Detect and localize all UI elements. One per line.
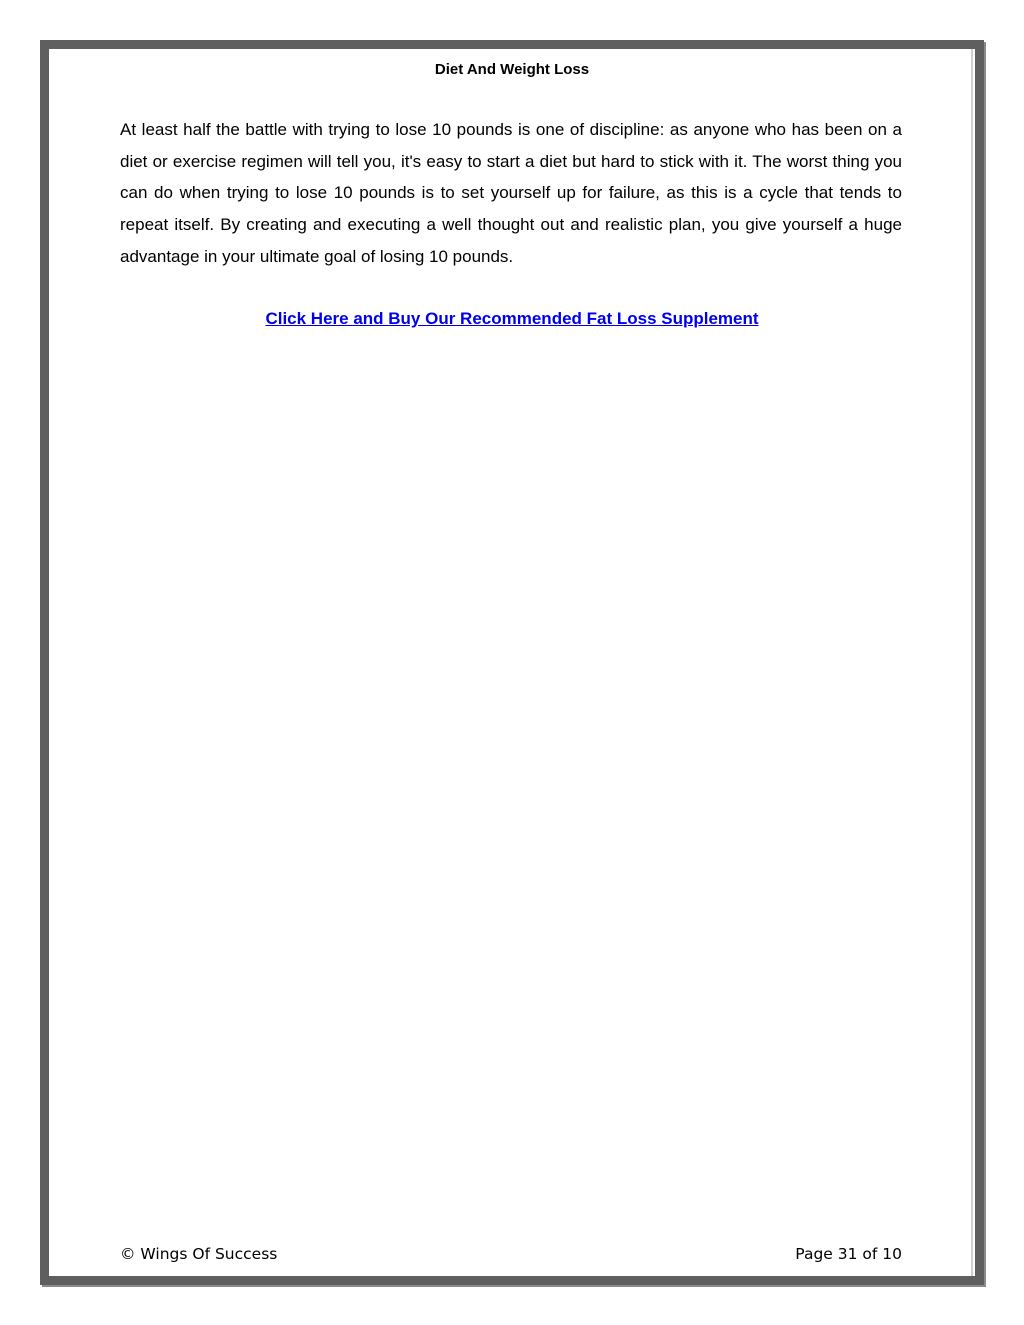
footer-page-number: Page 31 of 10: [795, 1245, 902, 1263]
cta-link-container: [0, 309, 1024, 329]
buy-supplement-link[interactable]: Click Here and Buy Our Recommended Fat Loss Supplement: [265, 309, 759, 328]
page-header-title: Diet And Weight Loss: [434, 61, 590, 78]
frame-edge: [971, 49, 973, 1276]
footer-copyright: © Wings Of Success: [120, 1245, 278, 1263]
body-paragraph: At least half the battle with trying to lose 10 pounds is one of discipline: as anyone who has been on a diet or exercise regimen will tell you, it's easy to start a diet but hard to stick with it. The worst thing you can do when trying to lose 10 pounds is to set yourself up for failure, as this is a cycle that tends to repeat itself. By creating and executing a well thought out and realistic plan, you give yourself a huge advantage in your ultimate goal of losing 10 pounds.: [120, 120, 902, 266]
